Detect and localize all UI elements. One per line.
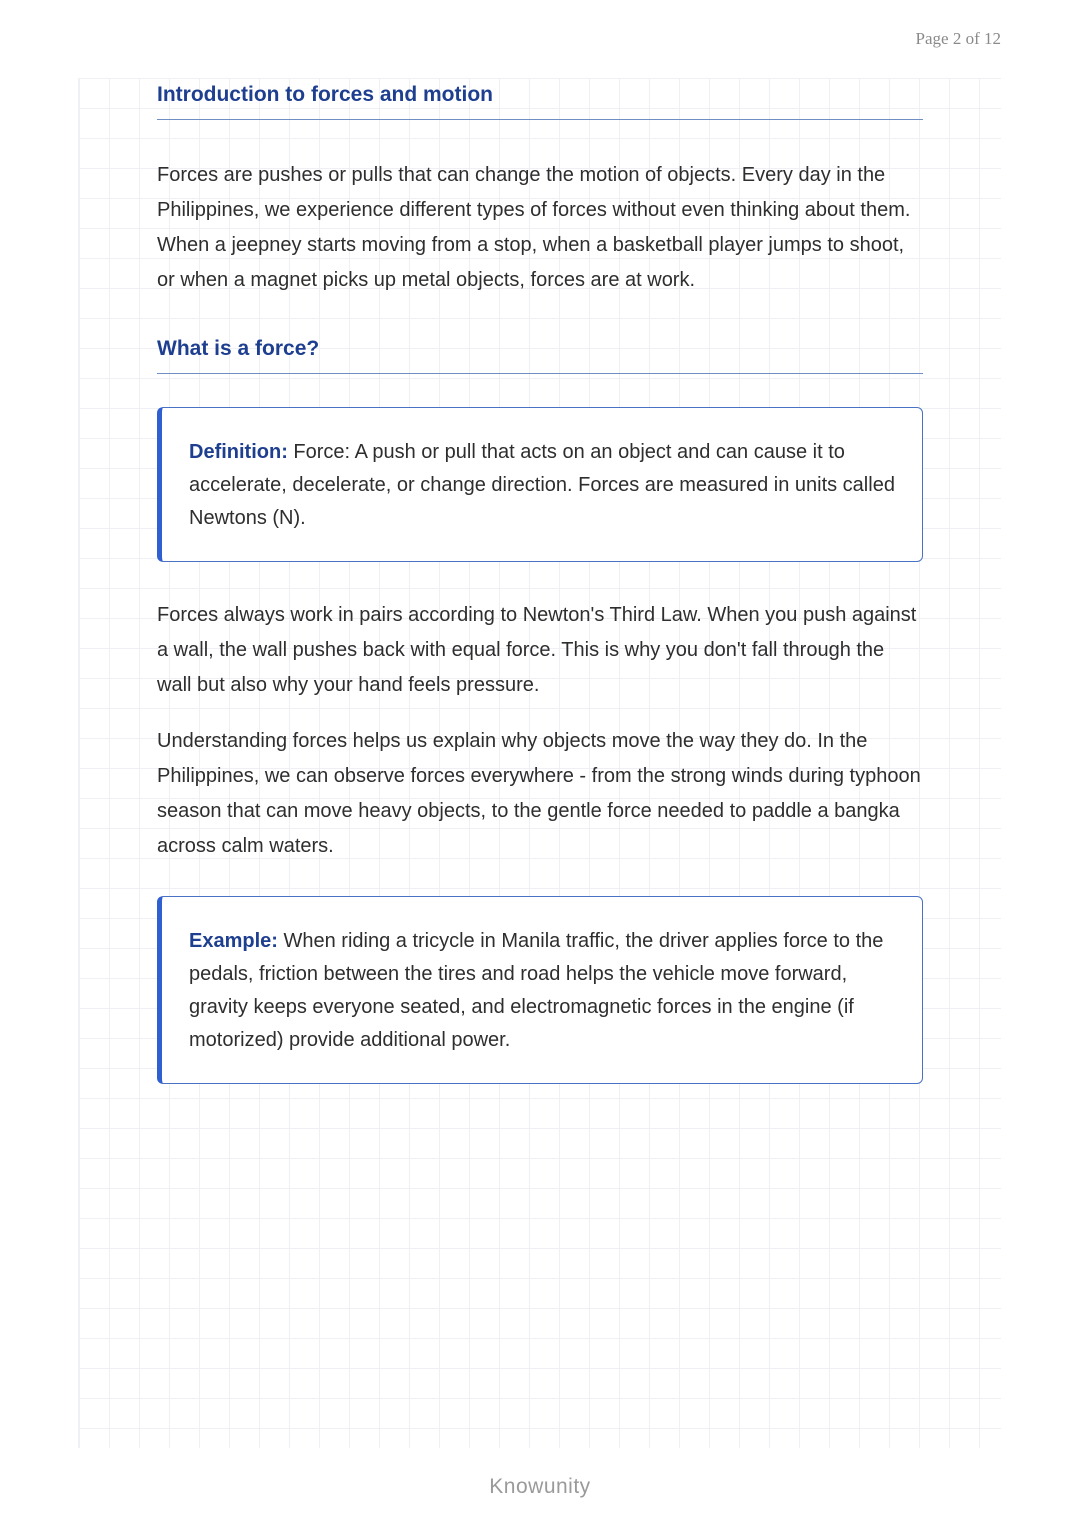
understanding-paragraph: Understanding forces helps us explain why objects move the way they do. In the Philippines, we can observe forces everywhere - from the strong winds during typhoon season that can move heavy objects, to the gentle force needed to paddle a bangka across calm waters.: [157, 730, 921, 857]
example-label: Example:: [189, 930, 278, 952]
section-heading-what-is-force: What is a force?: [157, 334, 923, 374]
page-number: Page 2 of 12: [915, 29, 1001, 48]
document-content: [157, 80, 923, 1084]
definition-callout: [157, 407, 923, 562]
intro-paragraph: Forces are pushes or pulls that can change the motion of objects. Every day in the Philippines, we experience different types of forces without even thinking about them. When a jeepney starts moving from a stop, when a basketball player jumps to shoot, or when a magnet picks up metal objects, forces are at work.: [157, 164, 911, 291]
example-text: When riding a tricycle in Manila traffic, the driver applies force to the pedals, friction between the tires and road helps the vehicle move forward, gravity keeps everyone seated, and electromagnetic forces in the engine (if motorized) provide additional power.: [189, 930, 884, 1051]
definition-text: Force: A push or pull that acts on an object and can cause it to accelerate, decelerate, or change direction. Forces are measured in units called Newtons (N).: [189, 441, 895, 529]
footer-brand: Knowunity: [489, 1475, 591, 1498]
definition-label: Definition:: [189, 441, 288, 463]
example-callout: [157, 896, 923, 1084]
pairs-paragraph: Forces always work in pairs according to Newton's Third Law. When you push against a wall, the wall pushes back with equal force. This is why you don't fall through the wall but also why your hand feels pressure.: [157, 604, 917, 696]
section-heading-introduction: Introduction to forces and motion: [157, 80, 923, 120]
